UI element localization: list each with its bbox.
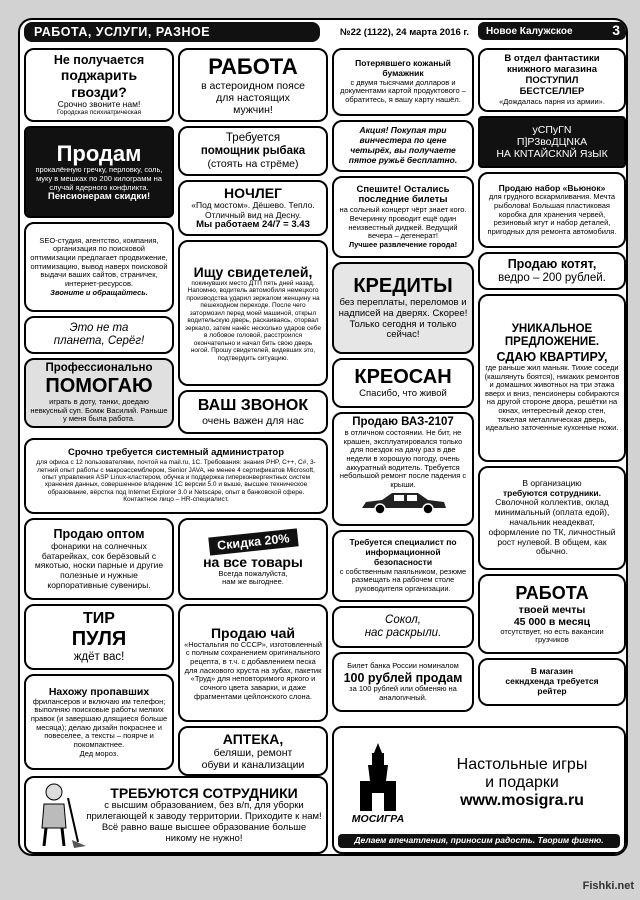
ad-text: фонарики на солнечных батарейках, сок берёзовый с мякотью, носки парные и другие полезные и нужные корпоративные сувениры. [34, 540, 164, 590]
ad-text: Срочно звоните нам! [57, 98, 141, 109]
ad-text: беляши, ремонт [213, 746, 293, 759]
ad-text: Настольные игры [456, 755, 588, 773]
ad-text: Продаю котят, [507, 257, 597, 272]
ad-text: без переплаты, переломов и надписей на дверях. Скорее! Только сегодня и только сейчас! [338, 296, 468, 341]
ad-title: АПТЕКА, [222, 730, 284, 747]
ad-text: нам же выгоднее. [222, 577, 284, 587]
ad-text: Это не та [69, 321, 129, 334]
ad-title: 100 рублей продам [343, 670, 463, 685]
ad-falcon [332, 606, 474, 648]
ad-footer: Лучшее развлечение города! [348, 239, 458, 249]
ad-fisher-helper [178, 126, 328, 176]
ad-wholesale [24, 518, 174, 600]
ad-title: КРЕДИТЫ [353, 274, 453, 297]
ad-title: Спешите! Остались последние билеты [356, 183, 450, 206]
ad-discount [178, 518, 328, 600]
ad-witnesses [178, 240, 328, 386]
ad-cleaning-jobs [24, 776, 328, 854]
ad-text: БЕСТСЕЛЛЕР [519, 85, 585, 97]
ad-text: Мы работаем 24/7 = 3.43 [196, 219, 310, 231]
town-name: Новое Калужское [486, 25, 573, 37]
ad-text: покинувших место ДТП пять дней назад. Напомню, водитель автомобиля немецкого производства ударил зеркалом женщину на пешеходном переходе. После чего затормозил перед моей машиной, открыл водительскую дверь, раскаиваясь, оторвал зеркало, затем нанёс несколько ударов себе в лобовое головой, расстроился окончательно и начал бить свою дверь ногой. Прошу свидетелей, видевших это, подтвердить ситуацию. [185, 279, 321, 362]
ad-text: с высшим образованием, без в/п, для уборки прилегающей к заводу территории. Приходите к нам! Всё равно ваше высшее образование больше никому не нужно! [86, 800, 322, 844]
ad-shooting-range [24, 604, 174, 670]
ad-title: Требуется специалист по информационной безопасности [349, 537, 457, 567]
ad-planet [24, 316, 174, 354]
mosigra-slogan: Делаем впечатления, приносим радость. Творим фигню. [338, 834, 620, 848]
ad-text: ПРЕДЛОЖЕНИЕ. [504, 336, 600, 349]
ad-credits [332, 262, 474, 354]
ad-infosec [332, 530, 474, 602]
ad-footer: Дед мороз. [79, 748, 119, 758]
ad-text: Требуется [225, 131, 281, 144]
ad-title: СДАЮ КВАРТИРУ, [496, 349, 608, 364]
ad-title: ПУЛЯ [71, 628, 127, 651]
ad-title: Продаю чай [210, 624, 296, 641]
ad-text: для настоящих [216, 91, 290, 104]
ad-text: и подарки [485, 773, 559, 791]
ad-text: Всегда пожалуйста, [218, 568, 288, 578]
ad-text: мужчин! [233, 103, 273, 116]
ad-text: поджарить [60, 67, 138, 84]
ad-text: книжного магазина [506, 63, 597, 75]
ad-wallet [332, 48, 474, 116]
mosigra-url[interactable]: www.mosigra.ru [460, 792, 584, 810]
ad-text: Спасибо, что живой [359, 388, 447, 400]
ad-text: Профессионально [45, 361, 153, 374]
ad-text: в астероидном поясе [201, 79, 305, 92]
ad-seo [24, 222, 174, 312]
ad-text: секндхенда требуется [505, 676, 599, 687]
ad-text: Городская психиатрическая [56, 109, 142, 117]
ad-vyunok [478, 172, 626, 248]
ad-text: SEO-студия, агентство, компания, организация по поисковой оптимизации предлагает продвижение, оптимизацию, вывод наверх поисковой выдачи ваших сайтов, страничек, интернет-ресурсов. [30, 235, 168, 288]
ad-text: для офиса с 12 пользователями, почтой на mail.ru, 1С. Требования: знания PHP, C++, C#, 3-летний опыт работы с макроассемблером, Senior JAVA, не менее 4 сертификатов Microsoft, опыт управления ASP Linux-кластером, обучка и поддержка гиперконвергентных систем хранения данных, совершенное владение 1С версии 5.0 и выше, высшее техническое образование, вёрстка под Internet Explorer 3.0 и Netscape, опыт в банковской сфере. Контактное лицо – HR-специалист. [36, 459, 316, 504]
column-4 [478, 48, 626, 706]
ad-text: за 100 рублей или обменяю на аналогичный. [349, 683, 457, 702]
ad-apartment [478, 294, 626, 462]
ad-your-call [178, 390, 328, 434]
ad-text: отсутствует, но есть вакансии грузчиков [500, 626, 604, 645]
ad-footer: Звоните и обращайтесь. [50, 287, 148, 297]
ad-nails [24, 48, 174, 122]
ad-text: уСПуГN [532, 123, 572, 136]
mosigra-main [338, 732, 620, 834]
janitor-icon [30, 780, 86, 850]
ad-footer: Пенсионерам скидки! [47, 191, 151, 203]
ad-title: Потерявшего кожаный бумажник [355, 58, 451, 79]
ad-text: В организацию [522, 477, 582, 488]
ad-title: Продаю ВАЗ-2107 [352, 416, 454, 428]
ad-text: играть в доту, танки, доедаю невкусный суп. Бомж Василий. Раньше у меня была работа. [30, 397, 168, 424]
ad-missing [24, 674, 174, 770]
ad-title: Срочно требуется системный администратор [67, 447, 285, 459]
ad-secondhand [478, 658, 626, 706]
ad-text: Сокол, [385, 613, 421, 626]
ad-text: ведро – 200 рублей. [498, 271, 606, 284]
mosigra-text [424, 756, 620, 811]
ad-text: прокалённую гречку, перловку, соль, муку в мешках по 200 килограмм на случай ядерного конфликта. [35, 165, 163, 192]
ad-text: очень важен для нас [202, 415, 304, 428]
ad-mosigra [332, 726, 626, 854]
discount-badge: Скидка 20% [208, 529, 298, 557]
ad-title: Продам [56, 140, 142, 166]
ad-employees [478, 466, 626, 570]
mosigra-logo [338, 741, 418, 825]
ad-title: ВАШ ЗВОНОК [197, 396, 309, 414]
ad-text: В магазин [530, 666, 574, 677]
ad-text: Билет банка России номиналом [347, 660, 459, 670]
ad-chinese [478, 116, 626, 168]
ad-title: РАБОТА [208, 54, 298, 80]
kremlin-tower-icon [348, 741, 408, 813]
ad-text: нас раскрыли. [364, 627, 442, 639]
ad-sell-grain [24, 126, 174, 218]
ad-title: Ищу свидетелей, [193, 263, 313, 280]
column-2-lower [178, 518, 328, 776]
column-3 [332, 48, 474, 712]
ad-text: 45 000 в месяц [513, 615, 591, 628]
ad-text: ТИР [83, 609, 115, 627]
ad-text: Сволочной коллектив, оклад минимальный (оплата едой), начальник неадекват, оформление по ТК, личностный рост нулевой. В общем, как обычно. [488, 497, 616, 557]
column-2 [178, 48, 328, 434]
ad-bestseller [478, 48, 626, 112]
ad-title: Продаю оптом [53, 527, 145, 542]
ad-text: «Ностальгия по СССР», изготовленный с полным сохранением оригинального рецепта, в т.ч. с добавлением песка для ласкового хруста на зубах, пакетик «Труд» для неповторимого яркого и сочного цвета заварки, и даже фрагментами цейлонского слона. [184, 639, 322, 701]
ad-text: в отличном состоянии. Не бит, не крашен, эксплуатировался только для поездок на дачу раз в две недели в хорошую погоду, очень аккуратный водитель. Требуется небольшой ремонт после падения с крыши. [339, 428, 467, 489]
ad-text: В отдел фантастики [504, 52, 600, 64]
town-banner [478, 22, 626, 40]
ad-title: Нахожу пропавших [48, 685, 150, 698]
ad-title: РАБОТА [515, 582, 589, 603]
ad-text: гвозди? [71, 83, 127, 100]
ad-text: планета, Серёг! [53, 335, 145, 347]
ad-tickets [332, 176, 474, 258]
column-1-lower [24, 518, 174, 770]
ad-text: рейтер [537, 685, 567, 696]
watermark: Fishki.net [582, 880, 634, 892]
column-1 [24, 48, 174, 428]
ad-lodging [178, 180, 328, 236]
ad-text: «Дождалась парня из армии». [499, 96, 605, 106]
ad-dream-job [478, 574, 626, 654]
ad-text: твоей мечты [518, 603, 586, 616]
ad-title: ТРЕБУЮТСЯ СОТРУДНИКИ [110, 785, 298, 802]
section-title: РАБОТА, УСЛУГИ, РАЗНОЕ [24, 22, 320, 42]
ad-text: помощник рыбака [200, 144, 306, 157]
ad-text: П]Р3воДЦNКА [516, 135, 588, 148]
ad-text: требуются сотрудники. [502, 487, 602, 498]
mosigra-logo-text: МОСИГРА [351, 813, 405, 826]
ad-title: на все товары [203, 553, 303, 570]
ad-sysadmin [24, 438, 328, 514]
ad-kittens [478, 252, 626, 290]
ad-title: ПОМОГАЮ [45, 375, 153, 398]
ad-pharmacy [178, 726, 328, 776]
ad-tea [178, 604, 328, 722]
ad-text: с двумя тысячами долларов и документами картой продуктового – обратитесь, я вашу карту нашёл. [340, 77, 466, 105]
ad-text: обуви и канализации [201, 759, 305, 772]
ad-text: ждёт вас! [73, 651, 125, 664]
ad-text: Акция! Покупая три винчестера по цене четырёх, вы получаете пятое ружьё бесплатно. [348, 125, 458, 165]
newspaper-page [18, 18, 628, 856]
ad-text: Не получается [53, 53, 145, 68]
ad-text: фрилансеров и включаю им телефон; выполняю поисковые работы мелких правок (и завершаю длящиеся больше месяца); делаю дизайн покраснее и повеселее, а тексты – поярче и покомпактнее. [30, 696, 168, 749]
ad-text: где раньше жил маньяк. Тихие соседи (кашлянуть боятся), никаких ремонтов и домашних животных на три этажа вверх и вниз, пенсионеры собираются на другой стороне двора, решётки на окнах, интересный декор стен, тяжелая металлическая дверь, идеально заточенные кухонные ножи. [484, 362, 620, 433]
ad-text: на сольный концерт чёрт знает кого. Вечеринку проводит ещё один неизвестный диджей. Ведущий вечера – дегенерат! [339, 205, 467, 241]
ad-title: КРЕОСАН [354, 366, 452, 389]
ad-text: ПОСТУПИЛ [525, 74, 579, 86]
ad-banknote [332, 652, 474, 712]
ad-text: «Под мостом». Дёшево. Тепло. [191, 199, 315, 210]
ad-text: УНИКАЛЬНОЕ [511, 323, 593, 336]
ad-title: Продаю набор «Вьюнок» [498, 182, 606, 193]
issue-date: №22 (1122), 24 марта 2016 г. [340, 27, 470, 38]
ad-vaz [332, 412, 474, 526]
ad-asteroid-job [178, 48, 328, 122]
page-number: 3 [612, 22, 620, 38]
ad-text: для грудного вскармливания. Мечта рыболова! Большая пластиковая коробка для хранения червей, резиновый жгут и набор деталей, пригодных для ремонта автомобиля. [487, 192, 617, 236]
ad-text: НА КNТАЙСКNЙ ЯзЫК [496, 148, 608, 161]
ad-title: НОЧЛЕГ [224, 184, 282, 201]
jobs-body [86, 785, 322, 845]
car-icon [358, 490, 448, 516]
ad-text: (стоять на стрёме) [207, 158, 299, 171]
ad-kreosan [332, 358, 474, 408]
ad-rifles [332, 120, 474, 172]
ad-text: Отличный вид на Десну. [205, 209, 301, 220]
ad-text: с собственным паяльником, резюме размещать на рабочем столе руководителя организации. [339, 566, 467, 593]
ad-help [24, 358, 174, 428]
